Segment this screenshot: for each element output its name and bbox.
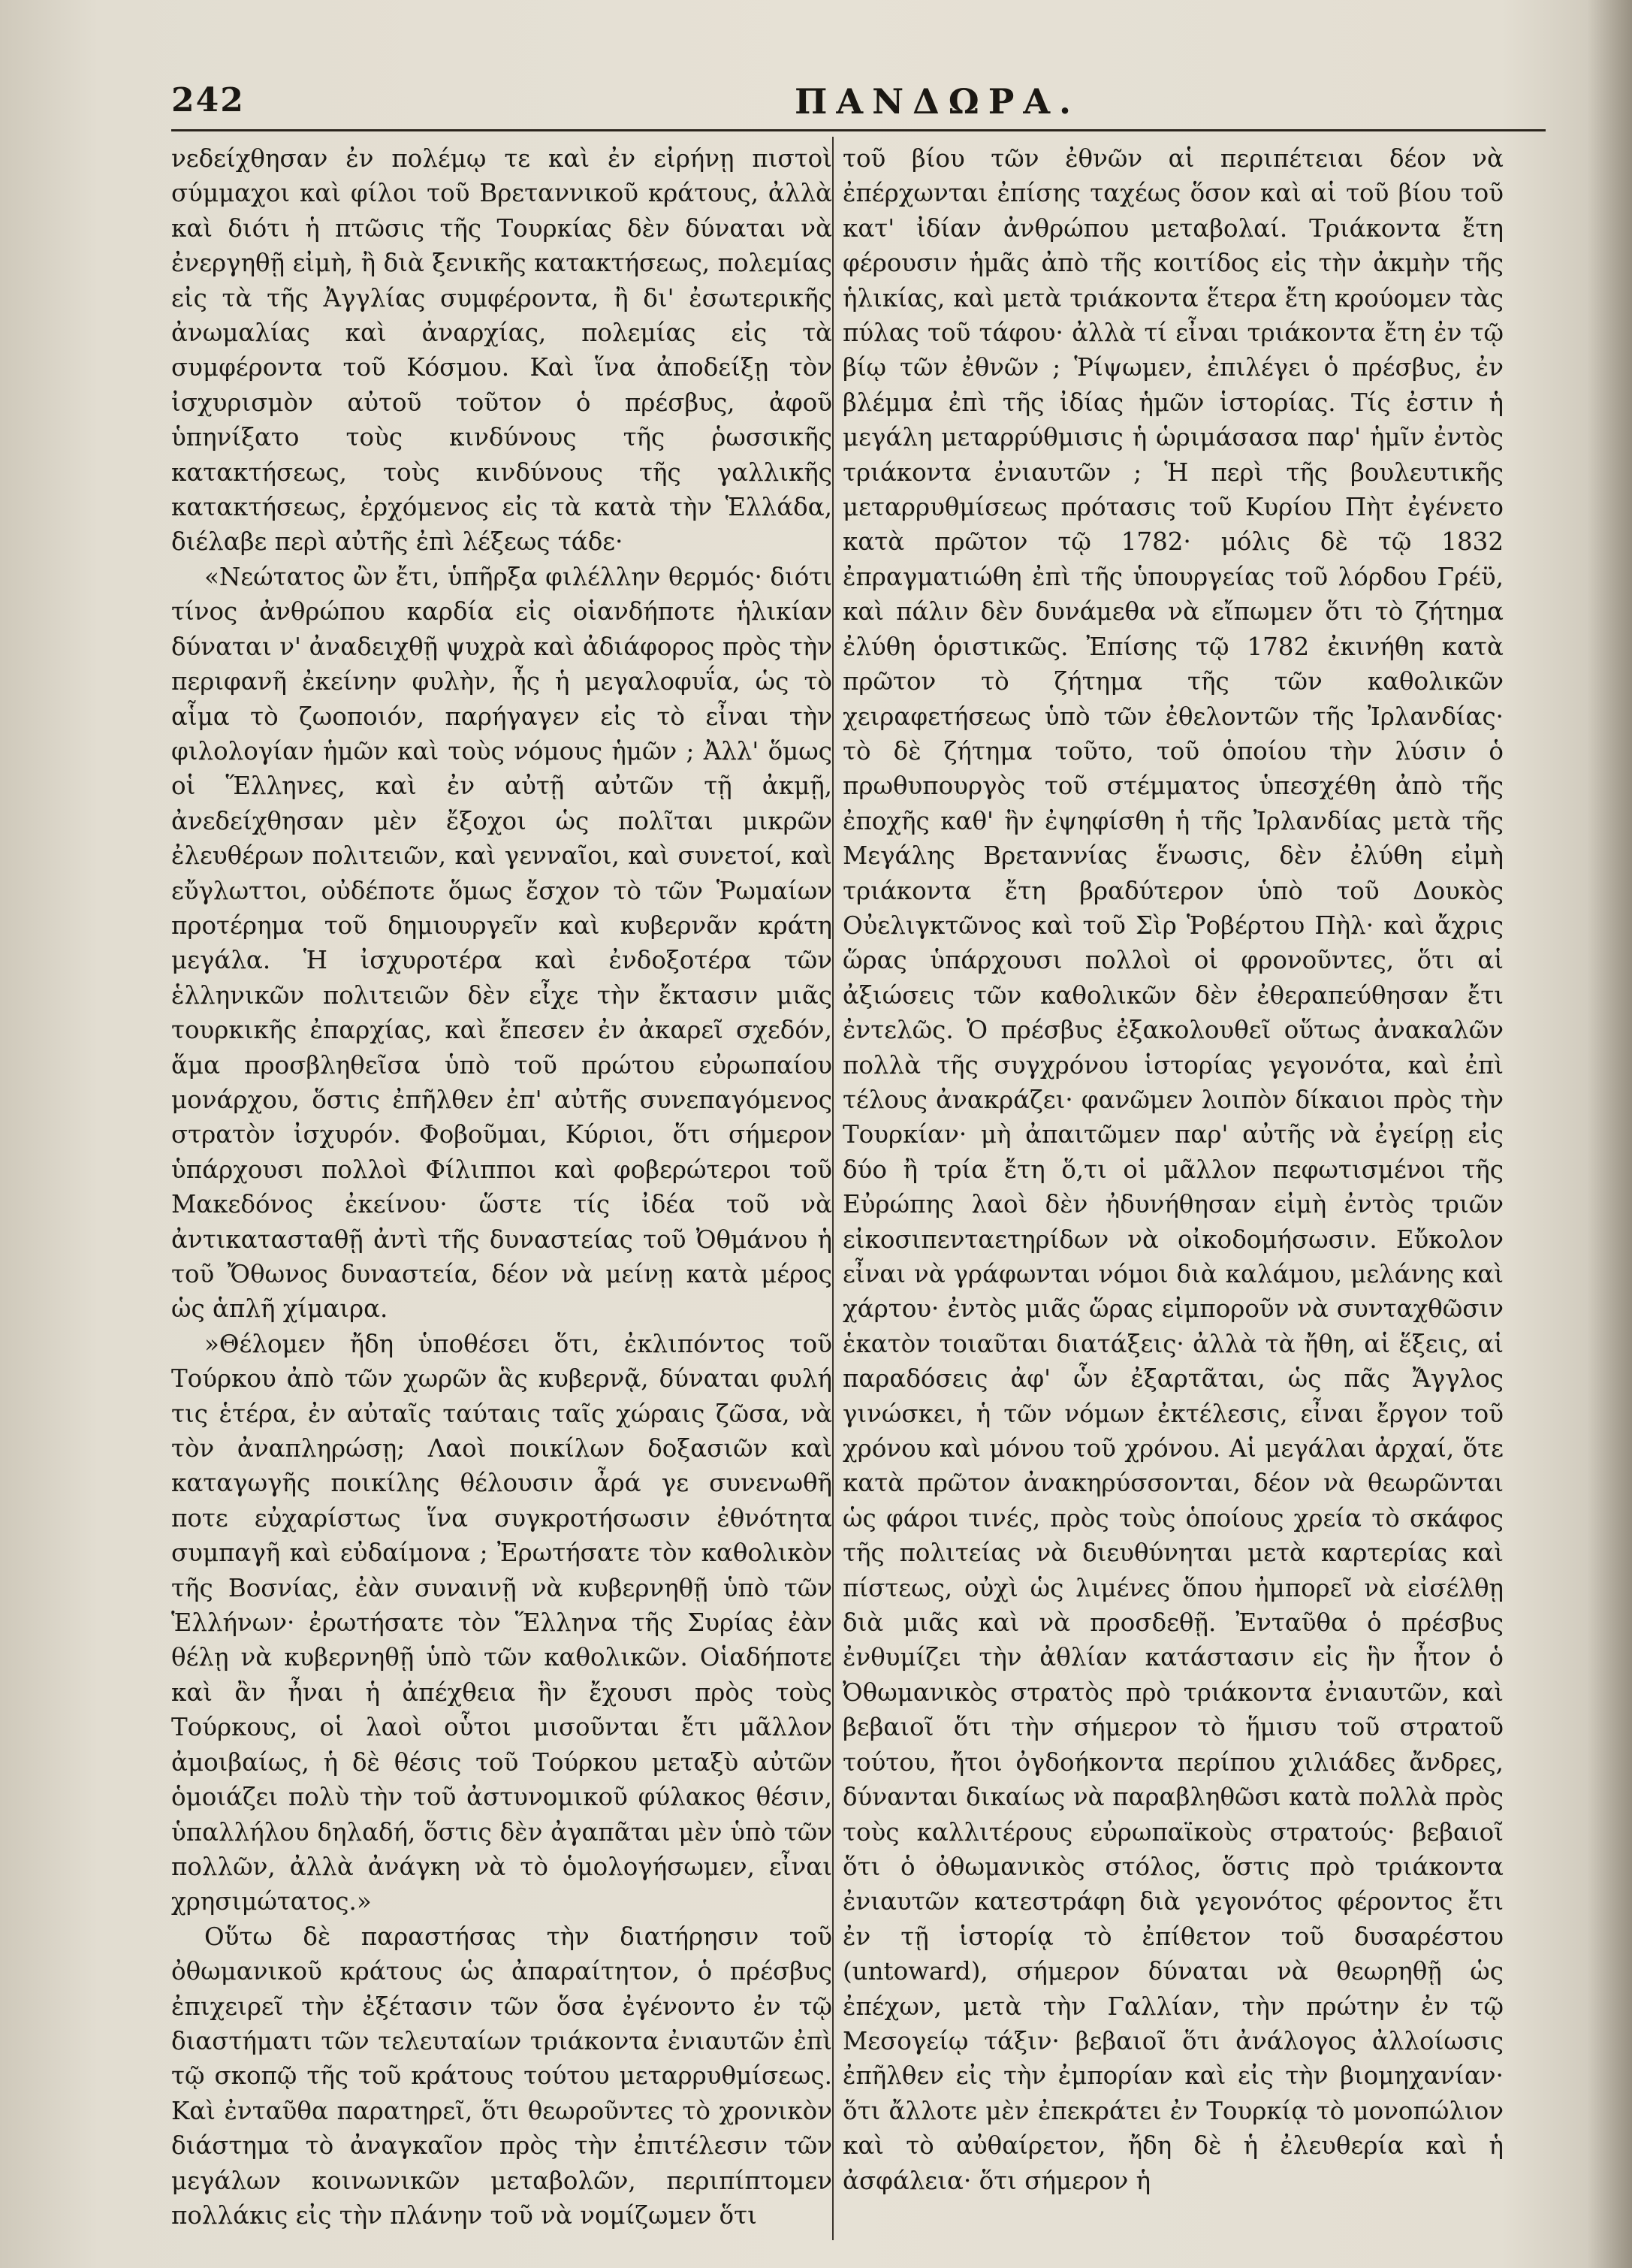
paragraph: Οὕτω δὲ παραστήσας τὴν διατήρησιν τοῦ ὀθωμανικοῦ κράτους ὡς ἀπαραίτητον, ὁ πρέσβυς ἐπιχειρεῖ τὴν ἐξέτασιν τῶν ὅσα ἐγένοντο ἐν τῷ διαστήματι τῶν τελευταίων τριάκοντα ἐνιαυτῶν ἐπὶ τῷ σκοπῷ τῆς τοῦ κράτους τούτου μεταρρυθμίσεως. Καὶ ἐνταῦθα παρατηρεῖ, ὅτι θεωροῦντες τὸ χρονικὸν διάστημα τὸ ἀναγκαῖον πρὸς τὴν ἐπιτέλεσιν τῶν μεγάλων κοινωνικῶν μεταβολῶν, περιπίπτομεν πολλάκις εἰς τὴν πλάνην τοῦ νὰ νομίζωμεν ὅτι bbox=[171, 1922, 832, 2230]
column-divider bbox=[832, 137, 834, 2240]
header-rule bbox=[171, 129, 1546, 131]
paragraph: τοῦ βίου τῶν ἐθνῶν αἱ περιπέτειαι δέον νὰ ἐπέρχωνται ἐπίσης ταχέως ὅσον καὶ αἱ τοῦ βίου τοῦ κατ' ἰδίαν ἀνθρώπου μεταβολαί. Τριάκοντα ἔτη φέρουσιν ἡμᾶς ἀπὸ τῆς κοιτίδος εἰς τὴν ἀκμὴν τῆς ἡλικίας, καὶ μετὰ τριάκοντα ἕτερα ἔτη κρούομεν τὰς πύλας τοῦ τάφου· ἀλλὰ τί εἶναι τριάκοντα ἔτη ἐν τῷ βίῳ τῶν ἐθνῶν ; Ῥίψωμεν, ἐπιλέγει ὁ πρέσβυς, ἐν βλέμμα ἐπὶ τῆς ἰδίας ἡμῶν ἱστορίας. Τίς ἐστιν ἡ μεγάλη μεταρρύθμισις ἡ ὡριμάσασα παρ' ἡμῖν ἐντὸς τριάκοντα ἐνιαυτῶν ; Ἡ περὶ τῆς βουλευτικῆς μεταρρυθμίσεως πρότασις τοῦ Κυρίου Πὴτ ἐγένετο κατὰ πρῶτον τῷ 1782· μόλις δὲ τῷ 1832 ἐπραγματιώθη ἐπὶ τῆς ὑπουργείας τοῦ λόρδου Γρέϋ, καὶ πάλιν δὲν δυνάμεθα νὰ εἴπωμεν ὅτι τὸ ζήτημα ἐλύθη ὁριστικῶς. Ἐπίσης τῷ 1782 ἐκινήθη κατὰ πρῶτον τὸ ζήτημα τῆς τῶν καθολικῶν χειραφετήσεως ὑπὸ τῶν ἐθελοντῶν τῆς Ἰρλανδίας· τὸ δὲ ζήτημα τοῦτο, τοῦ ὁποίου τὴν λύσιν ὁ πρωθυπουργὸς τοῦ στέμματος ὑπεσχέθη ἀπὸ τῆς ἐποχῆς καθ' ἣν ἐψηφίσθη ἡ τῆς Ἰρλανδίας μετὰ τῆς Μεγάλης Βρεταννίας ἕνωσις, δὲν ἐλύθη εἰμὴ τριάκοντα ἔτη βραδύτερον ὑπὸ τοῦ Δουκὸς Οὐελιγκτῶνος καὶ τοῦ Σὶρ Ῥοβέρτου Πὴλ· καὶ ἄχρις ὥρας ὑπάρχουσι πολλοὶ οἱ φρονοῦντες, ὅτι αἱ ἀξιώσεις τῶν καθολικῶν δὲν ἐθεραπεύθησαν ἔτι ἐντελῶς. Ὁ πρέσβυς ἐξακολουθεῖ οὕτως ἀνακαλῶν πολλὰ τῆς συγχρόνου ἱστορίας γεγονότα, καὶ ἐπὶ τέλους ἀνακράζει· φανῶμεν λοιπὸν δίκαιοι πρὸς τὴν Τουρκίαν· μὴ ἀπαιτῶμεν παρ' αὐτῆς νὰ ἐγείρῃ εἰς δύο ἢ τρία ἔτη ὅ,τι οἱ μᾶλλον πεφωτισμένοι τῆς Εὐρώπης λαοὶ δὲν ἠδυνήθησαν εἰμὴ ἐντὸς τριῶν εἰκοσιπενταετηρίδων νὰ οἰκοδομήσωσιν. Εὔκολον εἶναι νὰ γράφωνται νόμοι διὰ καλάμου, μελάνης καὶ χάρτου· ἐντὸς μιᾶς ὥρας εἰμποροῦν νὰ συνταχθῶσιν ἑκατὸν τοιαῦται διατάξεις· ἀλλὰ τὰ ἤθη, αἱ ἕξεις, αἱ παραδόσεις ἀφ' ὧν ἐξαρτᾶται, ὡς πᾶς Ἄγγλος γινώσκει, ἡ τῶν νόμων ἐκτέλεσις, εἶναι ἔργον τοῦ χρόνου καὶ μόνου τοῦ χρόνου. Αἱ μεγάλαι ἀρχαί, ὅτε κατὰ πρῶτον ἀνακηρύσσονται, δέον νὰ θεωρῶνται ὡς φάροι τινές, πρὸς τοὺς ὁποίους χρεία τὸ σκάφος τῆς πολιτείας νὰ διευθύνηται μετὰ καρτερίας καὶ πίστεως, οὐχὶ ὡς λιμένες ὅπου ἠμπορεῖ νὰ εἰσέλθῃ διὰ μιᾶς καὶ νὰ προσδεθῇ. Ἐνταῦθα ὁ πρέσβυς ἐνθυμίζει τὴν ἀθλίαν κατάστασιν εἰς ἣν ἦτον ὁ Ὀθωμανικὸς στρατὸς πρὸ τριάκοντα ἐνιαυτῶν, καὶ βεβαιοῖ ὅτι τὴν σήμερον τὸ ἥμισυ τοῦ στρατοῦ τούτου, ἤτοι ὀγδοήκοντα περίπου χιλιάδες ἄνδρες, δύνανται δικαίως νὰ παραβληθῶσι κατὰ πολλὰ πρὸς τοὺς καλλιτέρους εὐρωπαϊκοὺς στρατούς· βεβαιοῖ ὅτι ὁ ὀθωμανικὸς στόλος, ὅστις πρὸ τριάκοντα ἐνιαυτῶν κατεστράφη διὰ γεγονότος φέροντος ἔτι ἐν τῇ ἱστορίᾳ τὸ ἐπίθετον τοῦ δυσαρέστου (untoward), σήμερον δύναται νὰ θεωρηθῇ ὡς ἐπέχων, μετὰ τὴν Γαλλίαν, τὴν πρώτην ἐν τῷ Μεσογείῳ τάξιν· βεβαιοῖ ὅτι ἀνάλογος ἀλλοίωσις ἐπῆλθεν εἰς τὴν ἐμπορίαν καὶ εἰς τὴν βιομηχανίαν· ὅτι ἄλλοτε μὲν ἐπεκράτει ἐν Τουρκίᾳ τὸ μονοπώλιον καὶ τὸ αὐθαίρετον, ἤδη δὲ ἡ ἐλευθερία καὶ ἡ ἀσφάλεια· ὅτι σήμερον ἡ bbox=[843, 144, 1504, 2195]
page-number: 242 bbox=[171, 81, 245, 119]
left-column bbox=[171, 141, 832, 2233]
right-column bbox=[843, 141, 1504, 2198]
binding-shadow bbox=[1587, 0, 1632, 2268]
paragraph: «Νεώτατος ὢν ἔτι, ὑπῆρξα φιλέλλην θερμός· διότι τίνος ἀνθρώπου καρδία εἰς οἱανδήποτε ἡλικίαν δύναται ν' ἀναδειχθῇ ψυχρὰ καὶ ἀδιάφορος πρὸς τὴν περιφανῆ ἐκείνην φυλὴν, ἧς ἡ μεγαλοφυΐα, ὡς τὸ αἷμα τὸ ζωοποιόν, παρήγαγεν εἰς τὸ εἶναι τὴν φιλολογίαν ἡμῶν καὶ τοὺς νόμους ἡμῶν ; Ἀλλ' ὅμως οἱ Ἕλληνες, καὶ ἐν αὐτῇ αὐτῶν τῇ ἀκμῇ, ἀνεδείχθησαν μὲν ἔξοχοι ὡς πολῖται μικρῶν ἐλευθέρων πολιτειῶν, καὶ γενναῖοι, καὶ συνετοί, καὶ εὔγλωττοι, οὐδέποτε ὅμως ἔσχον τὸ τῶν Ῥωμαίων προτέρημα τοῦ δημιουργεῖν καὶ κυβερνᾶν κράτη μεγάλα. Ἡ ἰσχυροτέρα καὶ ἐνδοξοτέρα τῶν ἑλληνικῶν πολιτειῶν δὲν εἶχε τὴν ἔκτασιν μιᾶς τουρκικῆς ἐπαρχίας, καὶ ἔπεσεν ἐν ἀκαρεῖ σχεδόν, ἅμα προσβληθεῖσα ὑπὸ τοῦ πρώτου εὐρωπαίου μονάρχου, ὅστις ἐπῆλθεν ἐπ' αὐτῆς συνεπαγόμενος στρατὸν ἰσχυρόν. Φοβοῦμαι, Κύριοι, ὅτι σήμερον ὑπάρχουσι πολλοὶ Φίλιπποι καὶ φοβερώτεροι τοῦ Μακεδόνος ἐκείνου· ὥστε τίς ἰδέα τοῦ νὰ ἀντικατασταθῇ ἀντὶ τῆς δυναστείας τοῦ Ὀθμάνου ἡ τοῦ Ὄθωνος δυναστεία, δέον νὰ μείνῃ κατὰ μέρος ὡς ἁπλῆ χίμαιρα. bbox=[171, 562, 832, 1324]
paragraph: νεδείχθησαν ἐν πολέμῳ τε καὶ ἐν εἰρήνῃ πιστοὶ σύμμαχοι καὶ φίλοι τοῦ Βρεταννικοῦ κράτους, ἀλλὰ καὶ διότι ἡ πτῶσις τῆς Τουρκίας δὲν δύναται νὰ ἐνεργηθῇ εἰμὴ, ἢ διὰ ξενικῆς κατακτήσεως, πολεμίας εἰς τὰ τῆς Ἀγγλίας συμφέροντα, ἢ δι' ἐσωτερικῆς ἀνωμαλίας καὶ ἀναρχίας, πολεμίας εἰς τὰ συμφέροντα τοῦ Κόσμου. Καὶ ἵνα ἀποδείξῃ τὸν ἰσχυρισμὸν αὐτοῦ τοῦτον ὁ πρέσβυς, ἀφοῦ ὑπηνίξατο τοὺς κινδύνους τῆς ῥωσσικῆς κατακτήσεως, τοὺς κινδύνους τῆς γαλλικῆς κατακτήσεως, ἐρχόμενος εἰς τὰ κατὰ τὴν Ἑλλάδα, διέλαβε περὶ αὐτῆς ἐπὶ λέξεως τάδε· bbox=[171, 144, 832, 557]
running-title: ΠΑΝΔΩΡΑ. bbox=[794, 81, 1081, 122]
page-header bbox=[171, 81, 1546, 126]
paragraph: »Θέλομεν ἤδη ὑποθέσει ὅτι, ἐκλιπόντος τοῦ Τούρκου ἀπὸ τῶν χωρῶν ἃς κυβερνᾷ, δύναται φυλή τις ἑτέρα, ἐν αὐταῖς ταύταις ταῖς χώραις ζῶσα, νὰ τὸν ἀναπληρώσῃ; Λαοὶ ποικίλων δοξασιῶν καὶ καταγωγῆς ποικίλης θέλουσιν ἆρά γε συνενωθῆ ποτε εὐχαρίστως ἵνα συγκροτήσωσιν ἐθνότητα συμπαγῆ καὶ εὐδαίμονα ; Ἐρωτήσατε τὸν καθολικὸν τῆς Βοσνίας, ἐὰν συναινῇ νὰ κυβερνηθῇ ὑπὸ τῶν Ἑλλήνων· ἐρωτήσατε τὸν Ἕλληνα τῆς Συρίας ἐὰν θέλῃ νὰ κυβερνηθῇ ὑπὸ τῶν καθολικῶν. Οἱαδήποτε καὶ ἂν ἦναι ἡ ἀπέχθεια ἣν ἔχουσι πρὸς τοὺς Τούρκους, οἱ λαοὶ οὗτοι μισοῦνται ἔτι μᾶλλον ἀμοιβαίως, ἡ δὲ θέσις τοῦ Τούρκου μεταξὺ αὐτῶν ὁμοιάζει πολὺ τὴν τοῦ ἀστυνομικοῦ φύλακος θέσιν, ὑπαλλήλου δηλαδή, ὅστις δὲν ἀγαπᾶται μὲν ὑπὸ τῶν πολλῶν, ἀλλὰ ἀνάγκη νὰ τὸ ὁμολογήσωμεν, εἶναι χρησιμώτατος.» bbox=[171, 1329, 832, 1916]
